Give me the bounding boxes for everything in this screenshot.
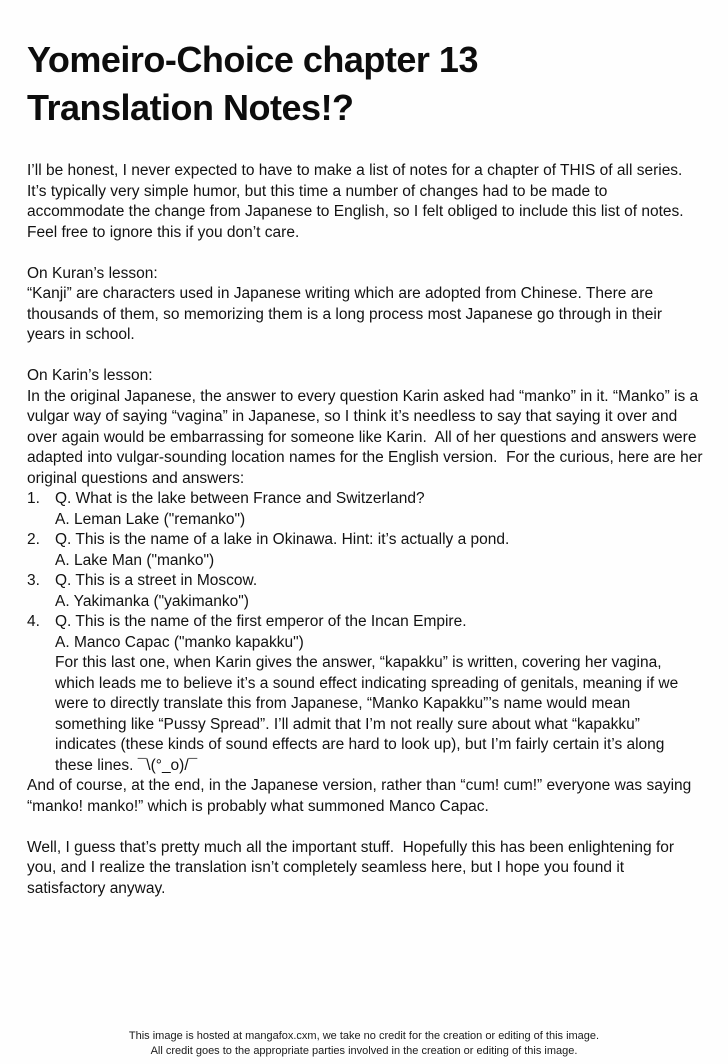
page-title-line1: Yomeiro-Choice chapter 13 bbox=[27, 39, 478, 80]
list-item bbox=[27, 612, 703, 776]
answer-note-text: For this last one, when Karin gives the answer, “kapakku” is written, covering her vagina, which leads me to believe it’s a sound effect indicating spreading of genitals, meaning if we were to directly translate this from Japanese, “Manko Kapakku”’s name would mean something like “Pussy Spread”. I’ll admit that I’m not really sure about what “kapakku” indicates (these kinds of sound effects are hard to look up), but I’m fairly certain it’s along these lines. ¯\(°_o)/¯ bbox=[55, 654, 683, 774]
list-item bbox=[27, 489, 703, 530]
page-title bbox=[27, 36, 703, 132]
answer-text: A. Leman Lake ("remanko") bbox=[55, 510, 246, 528]
karin-section-heading: On Karin’s lesson: bbox=[27, 367, 153, 384]
list-item-number: 2. bbox=[27, 531, 40, 548]
page-title-line2: Translation Notes!? bbox=[27, 87, 354, 128]
question-text: Q. This is the name of the first emperor of the Incan Empire. bbox=[55, 613, 467, 630]
list-item-number: 3. bbox=[27, 572, 40, 589]
postscript-paragraph: And of course, at the end, in the Japanese version, rather than “cum! cum!” everyone was saying “manko! manko!” which is probably what summoned Manco Capac. bbox=[27, 777, 696, 815]
footer-line2: All credit goes to the appropriate parties involved in the creation or editing of this image. bbox=[150, 1045, 578, 1057]
answer-text: A. Lake Man ("manko") bbox=[55, 551, 215, 569]
question-text: Q. This is a street in Moscow. bbox=[55, 572, 258, 589]
kuran-section-body: “Kanji” are characters used in Japanese writing which are adopted from Chinese. There are thousands of them, so memorizing them is a long process most Japanese go through in their years in school. bbox=[27, 285, 667, 343]
hosting-credit-footer bbox=[0, 1029, 728, 1059]
list-item-number: 4. bbox=[27, 613, 40, 630]
closing-paragraph: Well, I guess that’s pretty much all the important stuff. Hopefully this has been enlightening for you, and I realize the translation isn’t completely seamless here, but I hope you found it satisfactory anyway. bbox=[27, 838, 679, 897]
list-item bbox=[27, 571, 703, 612]
answer-text: A. Manco Capac ("manko kapakku") bbox=[55, 633, 304, 651]
kuran-section-heading: On Kuran’s lesson: bbox=[27, 264, 158, 282]
karin-section bbox=[27, 366, 707, 489]
kuran-section bbox=[27, 264, 703, 346]
question-text: Q. What is the lake between France and Switzerland? bbox=[55, 490, 425, 507]
list-item-number: 1. bbox=[27, 490, 40, 507]
question-text: Q. This is the name of a lake in Okinawa. Hint: it’s actually a pond. bbox=[55, 531, 510, 548]
footer-line1: This image is hosted at mangafox.cxm, we take no credit for the creation or editing of this image. bbox=[128, 1030, 600, 1042]
question-answer-list bbox=[27, 489, 703, 776]
list-item bbox=[27, 530, 703, 571]
karin-section-body: In the original Japanese, the answer to every question Karin asked had “manko” in it. “Manko” is a vulgar way of saying “vagina” in Japanese, so I think it’s needless to say that saying it over and over again would be embarrassing for someone like Karin. All of her questions and answers were adapted into vulgar-sounding location names for the English version. For the curious, here are her original questions and answers: bbox=[27, 387, 707, 487]
page-content bbox=[27, 36, 707, 899]
answer-text: A. Yakimanka ("yakimanko") bbox=[55, 592, 249, 610]
intro-paragraph: I’ll be honest, I never expected to have to make a list of notes for a chapter of THIS of all series. It’s typically very simple humor, but this time a number of changes had to be made to accommodate the change from Japanese to English, so I felt obliged to include this list of notes. Feel free to ignore this if you don’t care. bbox=[27, 162, 693, 241]
